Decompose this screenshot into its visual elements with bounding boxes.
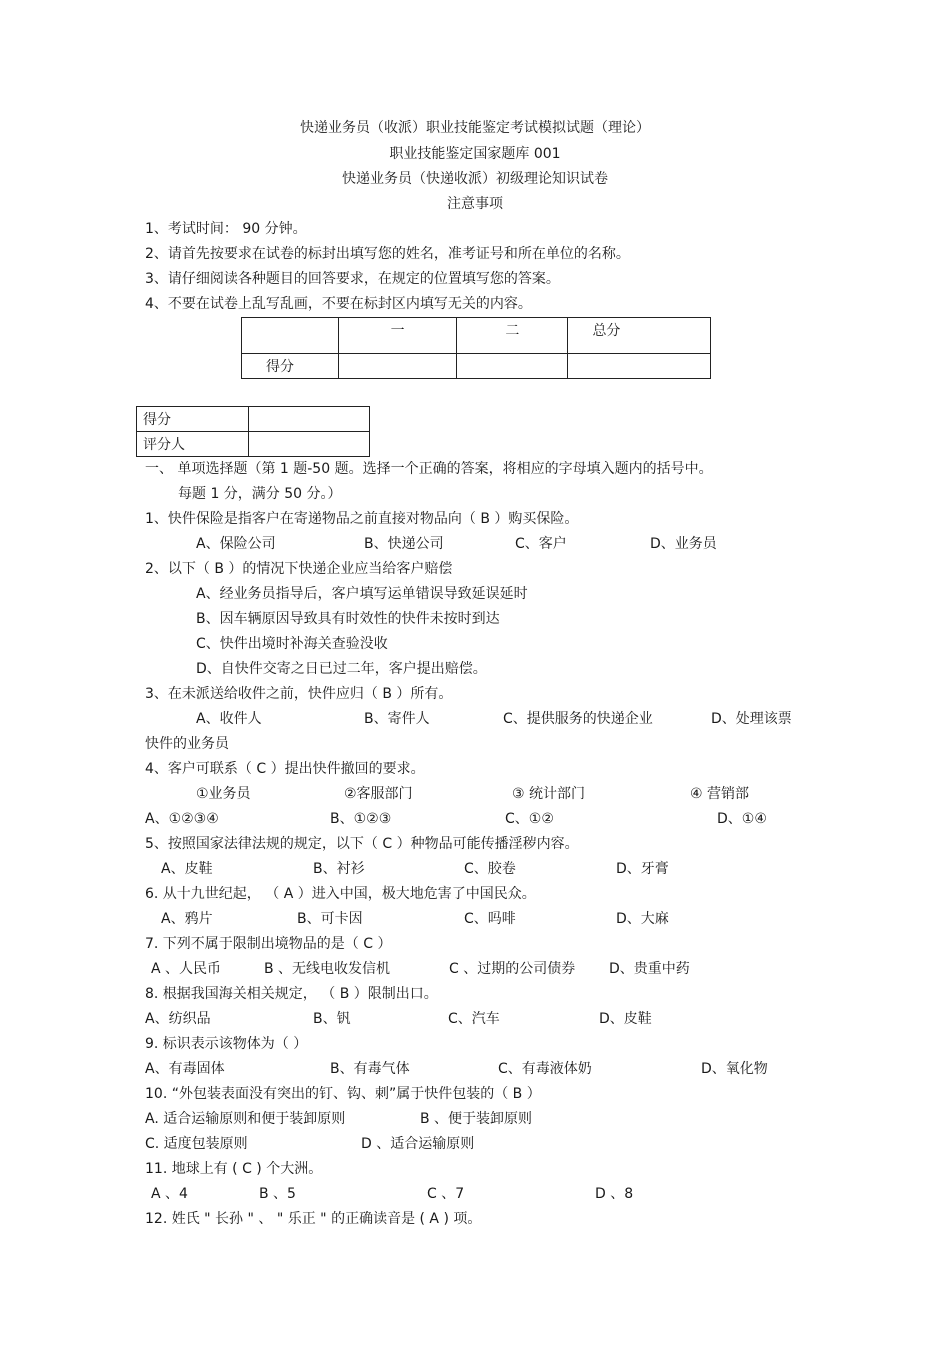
question-1: 1、快件保险是指客户在寄递物品之前直接对物品向（ B ）购买保险。 [145, 511, 579, 527]
option-b: B、寄件人 [364, 711, 430, 727]
option-c: C、客户 [515, 536, 567, 552]
option-c: C、提供服务的快递企业 [503, 711, 653, 727]
score-cell[interactable] [457, 354, 568, 379]
score-cell[interactable] [568, 354, 711, 379]
option-d: D、自快件交寄之日已过二年，客户提出赔偿。 [196, 661, 487, 677]
choice-1: ①业务员 [196, 786, 251, 802]
option-b: B、可卡因 [297, 911, 363, 927]
option-d: D、牙膏 [616, 861, 669, 877]
option-a: A. 适合运输原则和便于装卸原则 [145, 1111, 346, 1127]
option-c: C. 适度包装原则 [145, 1136, 248, 1152]
question-10: 10. “外包装表面没有突出的钉、钩、刺”属于快件包装的（ B ） [145, 1086, 541, 1102]
notice-heading: 注意事项 [447, 196, 503, 212]
question-3: 3、在未派送给收件之前，快件应归（ B ）所有。 [145, 686, 453, 702]
question-5: 5、按照国家法律法规的规定，以下（ C ）种物品可能传播淫秽内容。 [145, 836, 579, 852]
option-a: A、纺织品 [145, 1011, 211, 1027]
option-d: D 、8 [595, 1186, 634, 1202]
score-cell[interactable] [338, 354, 457, 379]
option-d: D、业务员 [650, 536, 717, 552]
option-d: D、处理该票 [711, 711, 792, 727]
option-d: D、皮鞋 [599, 1011, 652, 1027]
score-table [241, 317, 711, 379]
option-b: B 、无线电收发信机 [264, 961, 391, 977]
option-c: C、①② [505, 811, 554, 827]
notice-item: 4、不要在试卷上乱写乱画，不要在标封区内填写无关的内容。 [145, 296, 532, 312]
score-table-corner [242, 318, 339, 354]
grader-table [136, 406, 370, 457]
notice-item: 2、请首先按要求在试卷的标封出填写您的姓名，准考证号和所在单位的名称。 [145, 246, 630, 262]
choice-4: ④ 营销部 [690, 786, 750, 802]
score-row-label: 得分 [242, 354, 339, 379]
option-a: A、经业务员指导后，客户填写运单错误导致延误延时 [196, 586, 528, 602]
option-b: B、有毒气体 [330, 1061, 410, 1077]
option-a: A、收件人 [196, 711, 262, 727]
question-4: 4、客户可联系（ C ）提出快件撤回的要求。 [145, 761, 425, 777]
section-heading: 一、 单项选择题（第 1 题-50 题。选择一个正确的答案，将相应的字母填入题内的括号中。 [145, 461, 713, 477]
question-12: 12. 姓氏 " 长孙 " 、 " 乐正 " 的正确读音是 ( A ) 项。 [145, 1211, 482, 1227]
option-b: B 、5 [259, 1186, 296, 1202]
option-c: C、汽车 [448, 1011, 500, 1027]
option-a: A、①②③④ [145, 811, 219, 827]
score-table-header: 总分 [568, 318, 711, 354]
option-b: B、快递公司 [364, 536, 444, 552]
section-scoring: 每题 1 分，满分 50 分。） [178, 486, 342, 502]
question-2: 2、以下（ B ）的情况下快递企业应当给客户赔偿 [145, 561, 453, 577]
option-a: A、保险公司 [196, 536, 276, 552]
option-d: D、①④ [717, 811, 767, 827]
option-c: C 、7 [427, 1186, 465, 1202]
notice-item: 1、考试时间： 90 分钟。 [145, 221, 307, 237]
option-c: C、胶卷 [464, 861, 516, 877]
document-title: 快递业务员（收派）职业技能鉴定考试模拟试题（理论） [300, 120, 650, 136]
option-b: B、因车辆原因导致具有时效性的快件未按时到达 [196, 611, 500, 627]
option-c: C、有毒液体奶 [498, 1061, 592, 1077]
option-b: B、①②③ [330, 811, 392, 827]
grader-score-label: 得分 [137, 407, 249, 432]
grader-name-label: 评分人 [137, 432, 249, 457]
question-bank-label: 职业技能鉴定国家题库 001 [389, 146, 561, 162]
question-6: 6. 从十九世纪起， （ A ）进入中国，极大地危害了中国民众。 [145, 886, 536, 902]
question-9: 9. 标识表示该物体为（ ） [145, 1036, 308, 1052]
notice-item: 3、请仔细阅读各种题目的回答要求，在规定的位置填写您的答案。 [145, 271, 560, 287]
option-a: A、皮鞋 [161, 861, 213, 877]
option-d-continued: 快件的业务员 [145, 736, 229, 752]
choice-3: ③ 统计部门 [512, 786, 586, 802]
option-c: C、快件出境时补海关查验没收 [196, 636, 388, 652]
option-a: A、有毒固体 [145, 1061, 225, 1077]
choice-2: ②客服部门 [344, 786, 413, 802]
option-b: B 、便于装卸原则 [420, 1111, 533, 1127]
question-11: 11. 地球上有 ( C ) 个大洲。 [145, 1161, 323, 1177]
option-b: B、衬衫 [313, 861, 365, 877]
option-c: C、吗啡 [464, 911, 516, 927]
paper-title: 快递业务员（快递收派）初级理论知识试卷 [342, 171, 608, 187]
question-8: 8. 根据我国海关相关规定， （ B ）限制出口。 [145, 986, 438, 1002]
option-d: D、氧化物 [701, 1061, 768, 1077]
option-c: C 、过期的公司债券 [449, 961, 576, 977]
option-d: D、贵重中药 [609, 961, 690, 977]
option-b: B、钒 [313, 1011, 351, 1027]
option-a: A、鸦片 [161, 911, 213, 927]
option-d: D、大麻 [616, 911, 669, 927]
option-a: A 、4 [151, 1186, 188, 1202]
option-a: A 、人民币 [151, 961, 222, 977]
score-table-header: 一 [338, 318, 457, 354]
option-d: D 、适合运输原则 [361, 1136, 475, 1152]
grader-score-cell[interactable] [248, 407, 369, 432]
question-7: 7. 下列不属于限制出境物品的是（ C ） [145, 936, 392, 952]
score-table-header: 二 [457, 318, 568, 354]
grader-name-cell[interactable] [248, 432, 369, 457]
